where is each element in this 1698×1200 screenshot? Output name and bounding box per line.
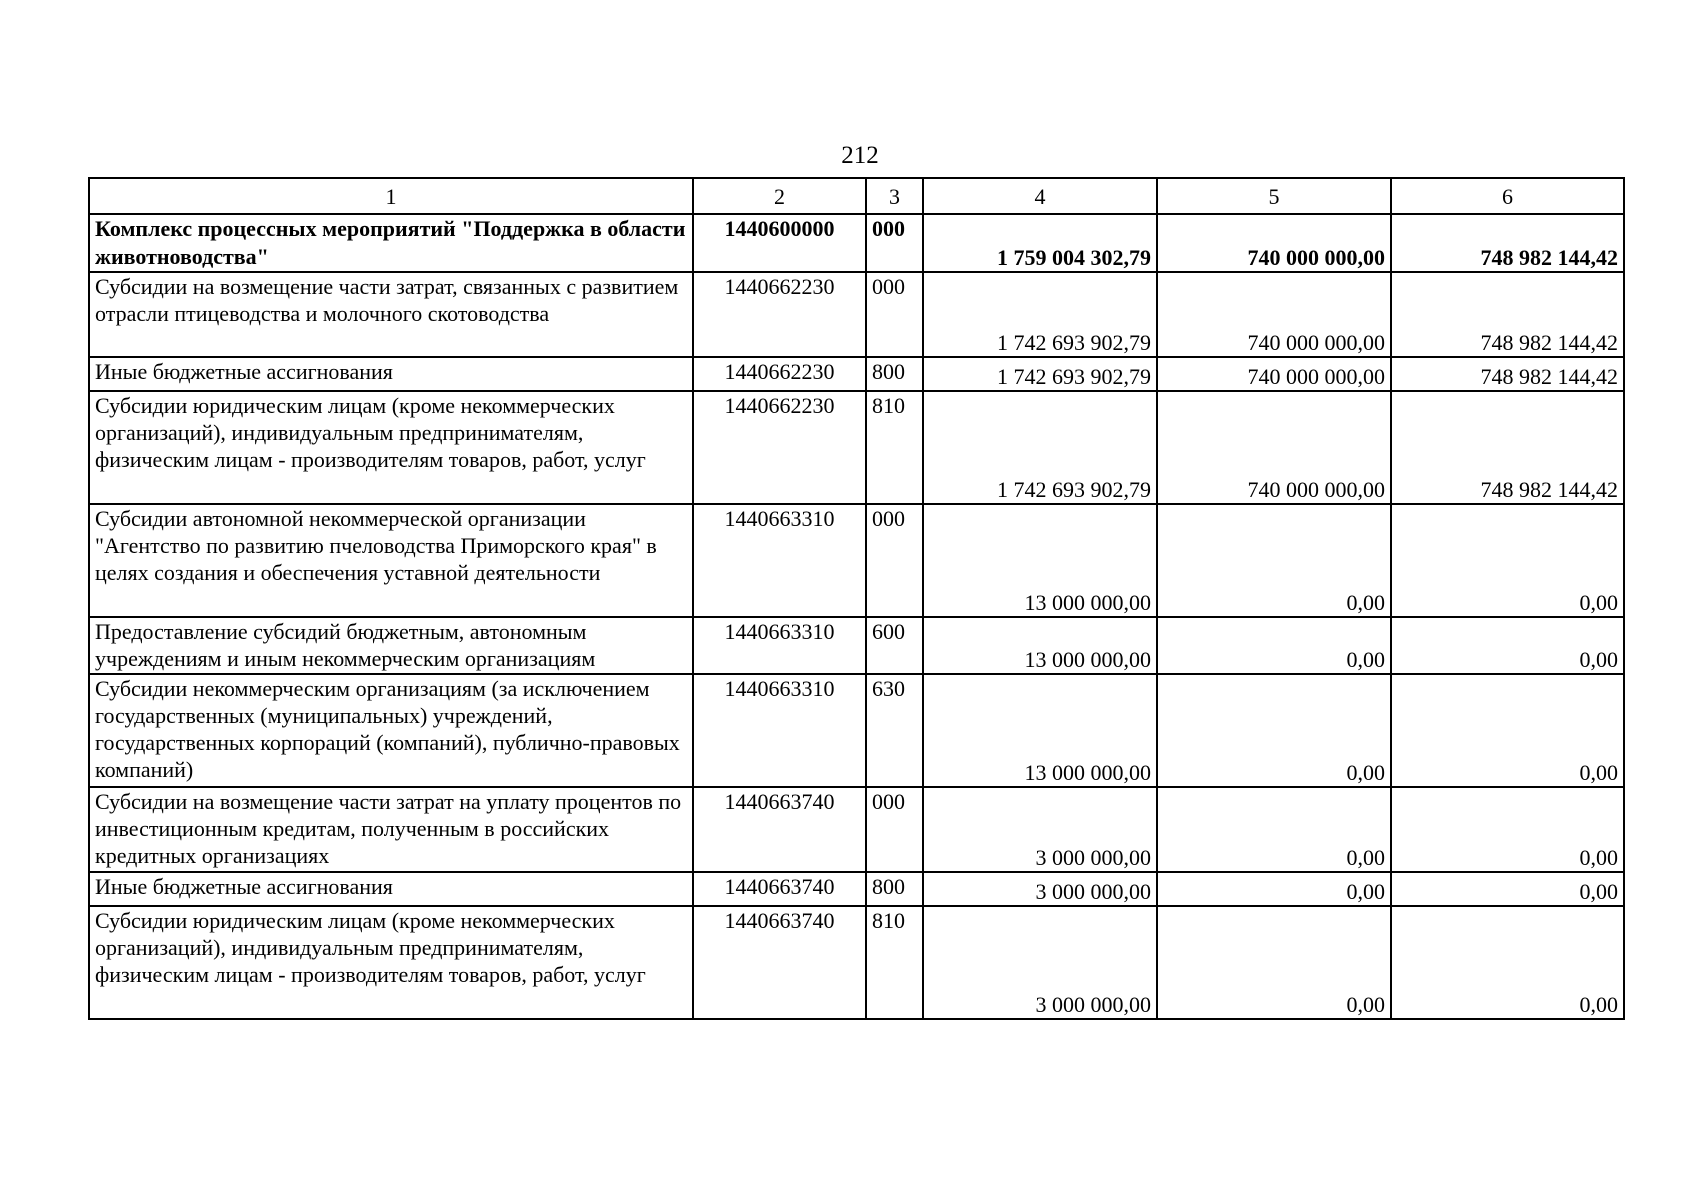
row-amount-col4-cell: 3 000 000,00 [923, 872, 1157, 906]
column-header-5: 5 [1157, 178, 1391, 214]
row-amount-col5-cell: 740 000 000,00 [1157, 391, 1391, 504]
column-header-2: 2 [693, 178, 866, 214]
row-amount-col5-cell: 0,00 [1157, 674, 1391, 787]
column-number-row [89, 178, 1624, 214]
row-amount-col6-cell: 0,00 [1391, 674, 1624, 787]
row-code-cell: 1440663740 [693, 787, 866, 872]
row-vr-cell: 630 [866, 674, 923, 787]
row-name-cell: Субсидии юридическим лицам (кроме некоммерческих организаций), индивидуальным предпринимателям, физическим лицам - производителям товаров, работ, услуг [89, 906, 693, 1019]
row-name-cell: Субсидии на возмещение части затрат на уплату процентов по инвестиционным кредитам, полученным в российских кредитных организациях [89, 787, 693, 872]
row-code-cell: 1440662230 [693, 272, 866, 357]
row-code-cell: 1440663740 [693, 872, 866, 906]
table-row [89, 357, 1624, 391]
row-name-cell: Иные бюджетные ассигнования [89, 357, 693, 391]
table-row [89, 674, 1624, 787]
row-amount-col6-cell: 748 982 144,42 [1391, 357, 1624, 391]
row-amount-col4-cell: 3 000 000,00 [923, 787, 1157, 872]
row-amount-col4-cell: 1 759 004 302,79 [923, 214, 1157, 272]
row-amount-col4-cell: 13 000 000,00 [923, 504, 1157, 617]
row-amount-col6-cell: 0,00 [1391, 617, 1624, 674]
column-header-6: 6 [1391, 178, 1624, 214]
row-code-cell: 1440663310 [693, 504, 866, 617]
row-vr-cell: 810 [866, 391, 923, 504]
row-amount-col6-cell: 0,00 [1391, 504, 1624, 617]
row-vr-cell: 000 [866, 272, 923, 357]
row-amount-col4-cell: 13 000 000,00 [923, 674, 1157, 787]
row-vr-cell: 000 [866, 787, 923, 872]
row-code-cell: 1440662230 [693, 391, 866, 504]
row-name-cell: Предоставление субсидий бюджетным, автономным учреждениям и иным некоммерческим организациям [89, 617, 693, 674]
row-name-cell: Субсидии на возмещение части затрат, связанных с развитием отрасли птицеводства и молочного скотоводства [89, 272, 693, 357]
row-code-cell: 1440663740 [693, 906, 866, 1019]
budget-table [88, 177, 1625, 1020]
table-row [89, 391, 1624, 504]
row-amount-col6-cell: 0,00 [1391, 906, 1624, 1019]
table-row [89, 504, 1624, 617]
row-amount-col5-cell: 0,00 [1157, 906, 1391, 1019]
row-amount-col6-cell: 0,00 [1391, 787, 1624, 872]
row-amount-col5-cell: 0,00 [1157, 504, 1391, 617]
row-code-cell: 1440600000 [693, 214, 866, 272]
row-code-cell: 1440663310 [693, 617, 866, 674]
row-amount-col6-cell: 0,00 [1391, 872, 1624, 906]
row-amount-col5-cell: 740 000 000,00 [1157, 272, 1391, 357]
table-row [89, 214, 1624, 272]
row-code-cell: 1440662230 [693, 357, 866, 391]
row-amount-col6-cell: 748 982 144,42 [1391, 214, 1624, 272]
row-name-cell: Субсидии некоммерческим организациям (за исключением государственных (муниципальных) учреждений, государственных корпораций (компаний), публично-правовых компаний) [89, 674, 693, 787]
row-vr-cell: 000 [866, 214, 923, 272]
column-header-3: 3 [866, 178, 923, 214]
row-name-cell: Комплекс процессных мероприятий "Поддержка в области животноводства" [89, 214, 693, 272]
row-amount-col4-cell: 1 742 693 902,79 [923, 391, 1157, 504]
row-vr-cell: 800 [866, 872, 923, 906]
row-amount-col4-cell: 1 742 693 902,79 [923, 272, 1157, 357]
row-amount-col6-cell: 748 982 144,42 [1391, 391, 1624, 504]
row-vr-cell: 800 [866, 357, 923, 391]
row-amount-col6-cell: 748 982 144,42 [1391, 272, 1624, 357]
column-header-4: 4 [923, 178, 1157, 214]
table-row [89, 272, 1624, 357]
row-amount-col4-cell: 1 742 693 902,79 [923, 357, 1157, 391]
row-amount-col5-cell: 0,00 [1157, 617, 1391, 674]
row-name-cell: Субсидии автономной некоммерческой организации "Агентство по развитию пчеловодства Приморского края" в целях создания и обеспечения уставной деятельности [89, 504, 693, 617]
row-amount-col5-cell: 740 000 000,00 [1157, 357, 1391, 391]
row-vr-cell: 810 [866, 906, 923, 1019]
row-amount-col5-cell: 0,00 [1157, 872, 1391, 906]
row-amount-col4-cell: 3 000 000,00 [923, 906, 1157, 1019]
table-row [89, 787, 1624, 872]
row-amount-col5-cell: 0,00 [1157, 787, 1391, 872]
row-code-cell: 1440663310 [693, 674, 866, 787]
table-row [89, 906, 1624, 1019]
row-amount-col5-cell: 740 000 000,00 [1157, 214, 1391, 272]
row-name-cell: Субсидии юридическим лицам (кроме некоммерческих организаций), индивидуальным предпринимателям, физическим лицам - производителям товаров, работ, услуг [89, 391, 693, 504]
row-vr-cell: 600 [866, 617, 923, 674]
column-header-1: 1 [89, 178, 693, 214]
table-row [89, 872, 1624, 906]
row-name-cell: Иные бюджетные ассигнования [89, 872, 693, 906]
row-vr-cell: 000 [866, 504, 923, 617]
row-amount-col4-cell: 13 000 000,00 [923, 617, 1157, 674]
page-number: 212 [841, 142, 879, 169]
table-row [89, 617, 1624, 674]
